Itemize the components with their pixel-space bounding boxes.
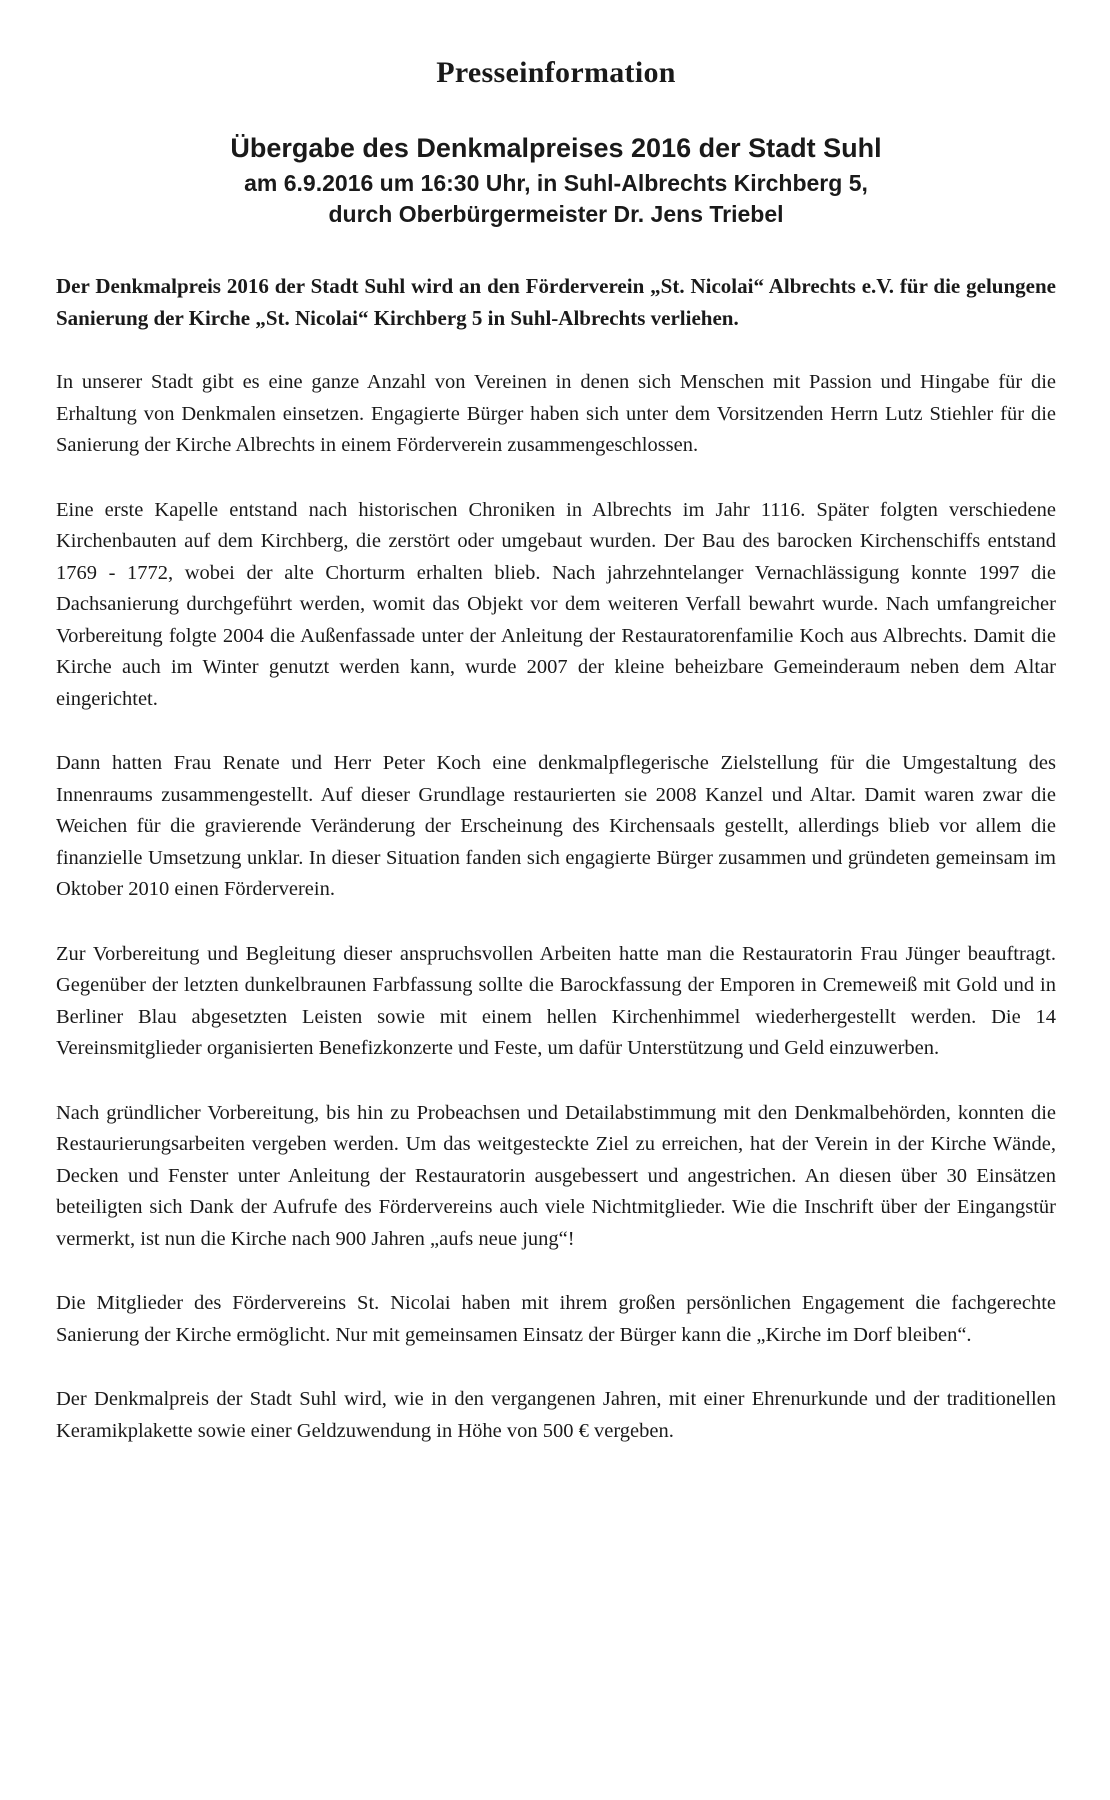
- document-label: Presseinformation: [436, 56, 676, 89]
- body-paragraph-4: Zur Vorbereitung und Begleitung dieser anspruchsvollen Arbeiten hatte man die Restauratorin Frau Jünger beauftragt. Gegenüber der letzten dunkelbraunen Farbfassung sollte die Barockfassung der Emporen in Cremeweiß mit Gold und in Berliner Blau abgesetzten Leisten sowie mit einem hellen Kirchenhimmel wiederhergestellt werden. Die 14 Vereinsmitglieder organisierten Benefizkonzerte und Feste, um dafür Unterstützung und Geld einzuwerben.: [56, 942, 1056, 1059]
- body-paragraph-6: Die Mitglieder des Fördervereins St. Nicolai haben mit ihrem großen persönlichen Engagement die fachgerechte Sanierung der Kirche ermöglicht. Nur mit gemeinsamen Einsatz der Bürger kann die „Kirche im Dorf bleiben“.: [56, 1292, 1056, 1346]
- body-paragraph-7: Der Denkmalpreis der Stadt Suhl wird, wie in den vergangenen Jahren, mit einer Ehrenurkunde und der traditionellen Keramikplakette sowie einer Geldzuwendung in Höhe von 500 € vergeben.: [56, 1388, 1056, 1442]
- body-paragraph-5: Nach gründlicher Vorbereitung, bis hin zu Probeachsen und Detailabstimmung mit den Denkmalbehörden, konnten die Restaurierungsarbeiten vergeben werden. Um das weitgesteckte Ziel zu erreichen, hat der Verein in der Kirche Wände, Decken und Fenster unter Anleitung der Restauratorin ausgebessert und angestrichen. An diesen über 30 Einsätzen beteiligten sich Dank der Aufrufe des Fördervereins auch viele Nichtmitglieder. Wie die Inschrift über der Eingangstür vermerkt, ist nun die Kirche nach 900 Jahren „aufs neue jung“!: [56, 1101, 1056, 1250]
- event-presenter: durch Oberbürgermeister Dr. Jens Triebel: [328, 201, 784, 227]
- press-release-page: [56, 48, 1056, 1447]
- body-paragraph-3: Dann hatten Frau Renate und Herr Peter Koch eine denkmalpflegerische Zielstellung für die Umgestaltung des Innenraums zusammengestellt. Auf dieser Grundlage restaurierten sie 2008 Kanzel und Altar. Damit waren zwar die Weichen für die gravierende Veränderung der Erscheinung des Kirchensaals gestellt, allerdings blieb vor allem die finanzielle Umsetzung unklar. In dieser Situation fanden sich engagierte Bürger zusammen und gründeten gemeinsam im Oktober 2010 einen Förderverein.: [56, 752, 1056, 900]
- body-paragraph-1: In unserer Stadt gibt es eine ganze Anzahl von Vereinen in denen sich Menschen mit Passion und Hingabe für die Erhaltung von Denkmalen einsetzen. Engagierte Bürger haben sich unter dem Vorsitzenden Herrn Lutz Stiehler für die Sanierung der Kirche Albrechts in einem Förderverein zusammengeschlossen.: [56, 371, 1056, 456]
- event-date-location: am 6.9.2016 um 16:30 Uhr, in Suhl-Albrechts Kirchberg 5,: [244, 170, 868, 196]
- body-paragraph-2: Eine erste Kapelle entstand nach historischen Chroniken in Albrechts im Jahr 1116. Später folgten verschiedene Kirchenbauten auf dem Kirchberg, die zerstört oder umgebaut wurden. Der Bau des barocken Kirchenschiffs entstand 1769 - 1772, wobei der alte Chorturm erhalten blieb. Nach jahrzehntelanger Vernachlässigung konnte 1997 die Dachsanierung durchgeführt werden, womit das Objekt vor dem weiteren Verfall bewahrt wurde. Nach umfangreicher Vorbereitung folgte 2004 die Außenfassade unter der Anleitung der Restauratorenfamilie Koch aus Albrechts. Damit die Kirche auch im Winter genutzt werden kann, wurde 2007 der kleine beheizbare Gemeinderaum neben dem Altar eingerichtet.: [56, 498, 1056, 710]
- headline: Übergabe des Denkmalpreises 2016 der Stadt Suhl: [230, 133, 882, 163]
- lead-paragraph: Der Denkmalpreis 2016 der Stadt Suhl wird an den Förderverein „St. Nicolai“ Albrechts e.V. für die gelungene Sanierung der Kirche „St. Nicolai“ Kirchberg 5 in Suhl-Albrechts verliehen.: [56, 274, 1056, 330]
